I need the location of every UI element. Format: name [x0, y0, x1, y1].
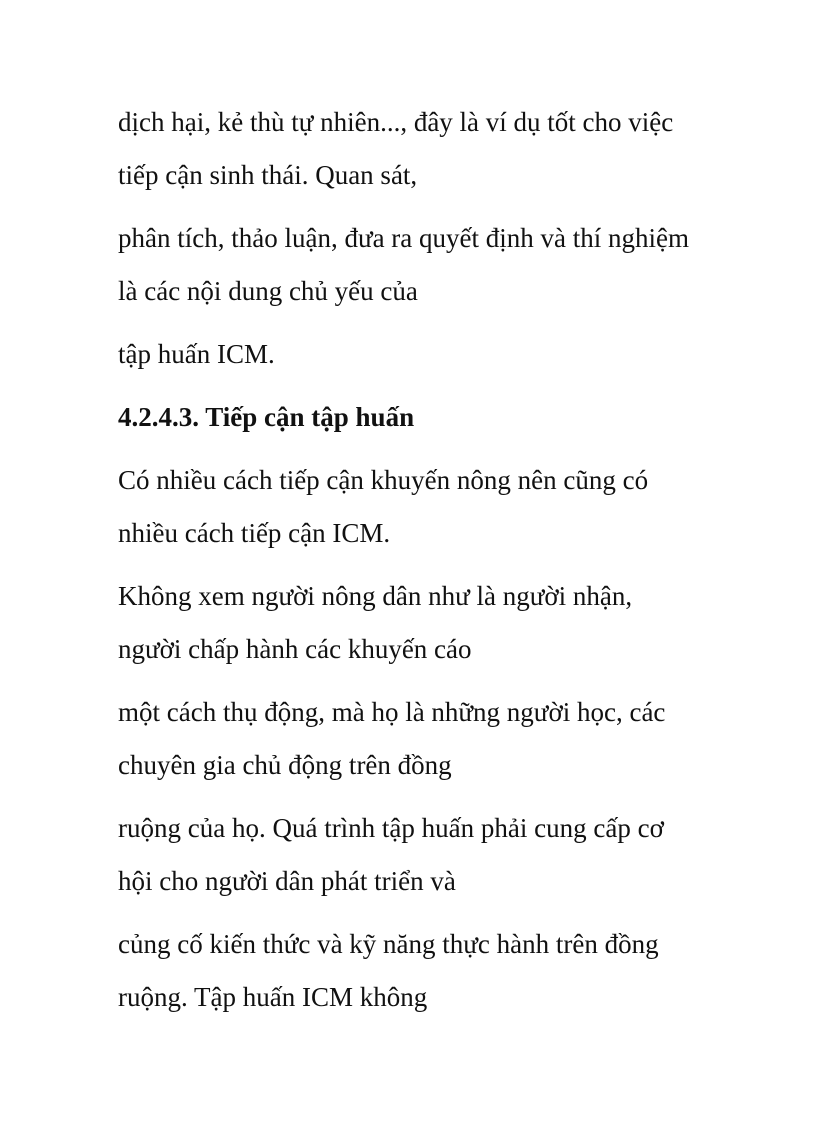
text-line: ruộng của họ. Quá trình tập huấn phải cung cấp cơ [118, 813, 664, 843]
text-line: nhiều cách tiếp cận ICM. [118, 518, 391, 548]
text-line: người chấp hành các khuyến cáo [118, 634, 472, 664]
paragraph-icm-training [118, 328, 758, 381]
text-line: ruộng. Tập huấn ICM không [118, 982, 428, 1012]
paragraph-ecological-approach [118, 96, 758, 202]
text-line: tập huấn ICM. [118, 339, 275, 369]
text-line: chuyên gia chủ động trên đồng [118, 750, 452, 780]
paragraph-extension-approaches [118, 454, 758, 560]
text-line: hội cho người dân phát triển và [118, 866, 456, 896]
text-line: tiếp cận sinh thái. Quan sát, [118, 160, 418, 190]
document-body [118, 96, 758, 1034]
section-heading: 4.2.4.3. Tiếp cận tập huấn [118, 402, 415, 432]
text-line: một cách thụ động, mà họ là những người học, các [118, 697, 666, 727]
paragraph-training-process [118, 802, 758, 908]
text-line: là các nội dung chủ yếu của [118, 276, 418, 306]
text-line: Có nhiều cách tiếp cận khuyến nông nên cũng có [118, 465, 649, 495]
paragraph-skills-consolidation [118, 918, 758, 1024]
paragraph-main-contents [118, 212, 758, 318]
text-line: củng cố kiến thức và kỹ năng thực hành trên đồng [118, 929, 659, 959]
paragraph-farmer-role [118, 570, 758, 676]
text-line: phân tích, thảo luận, đưa ra quyết định và thí nghiệm [118, 223, 689, 253]
paragraph-active-learners [118, 686, 758, 792]
text-line: Không xem người nông dân như là người nhận, [118, 581, 633, 611]
text-line: dịch hại, kẻ thù tự nhiên..., đây là ví dụ tốt cho việc [118, 107, 674, 137]
